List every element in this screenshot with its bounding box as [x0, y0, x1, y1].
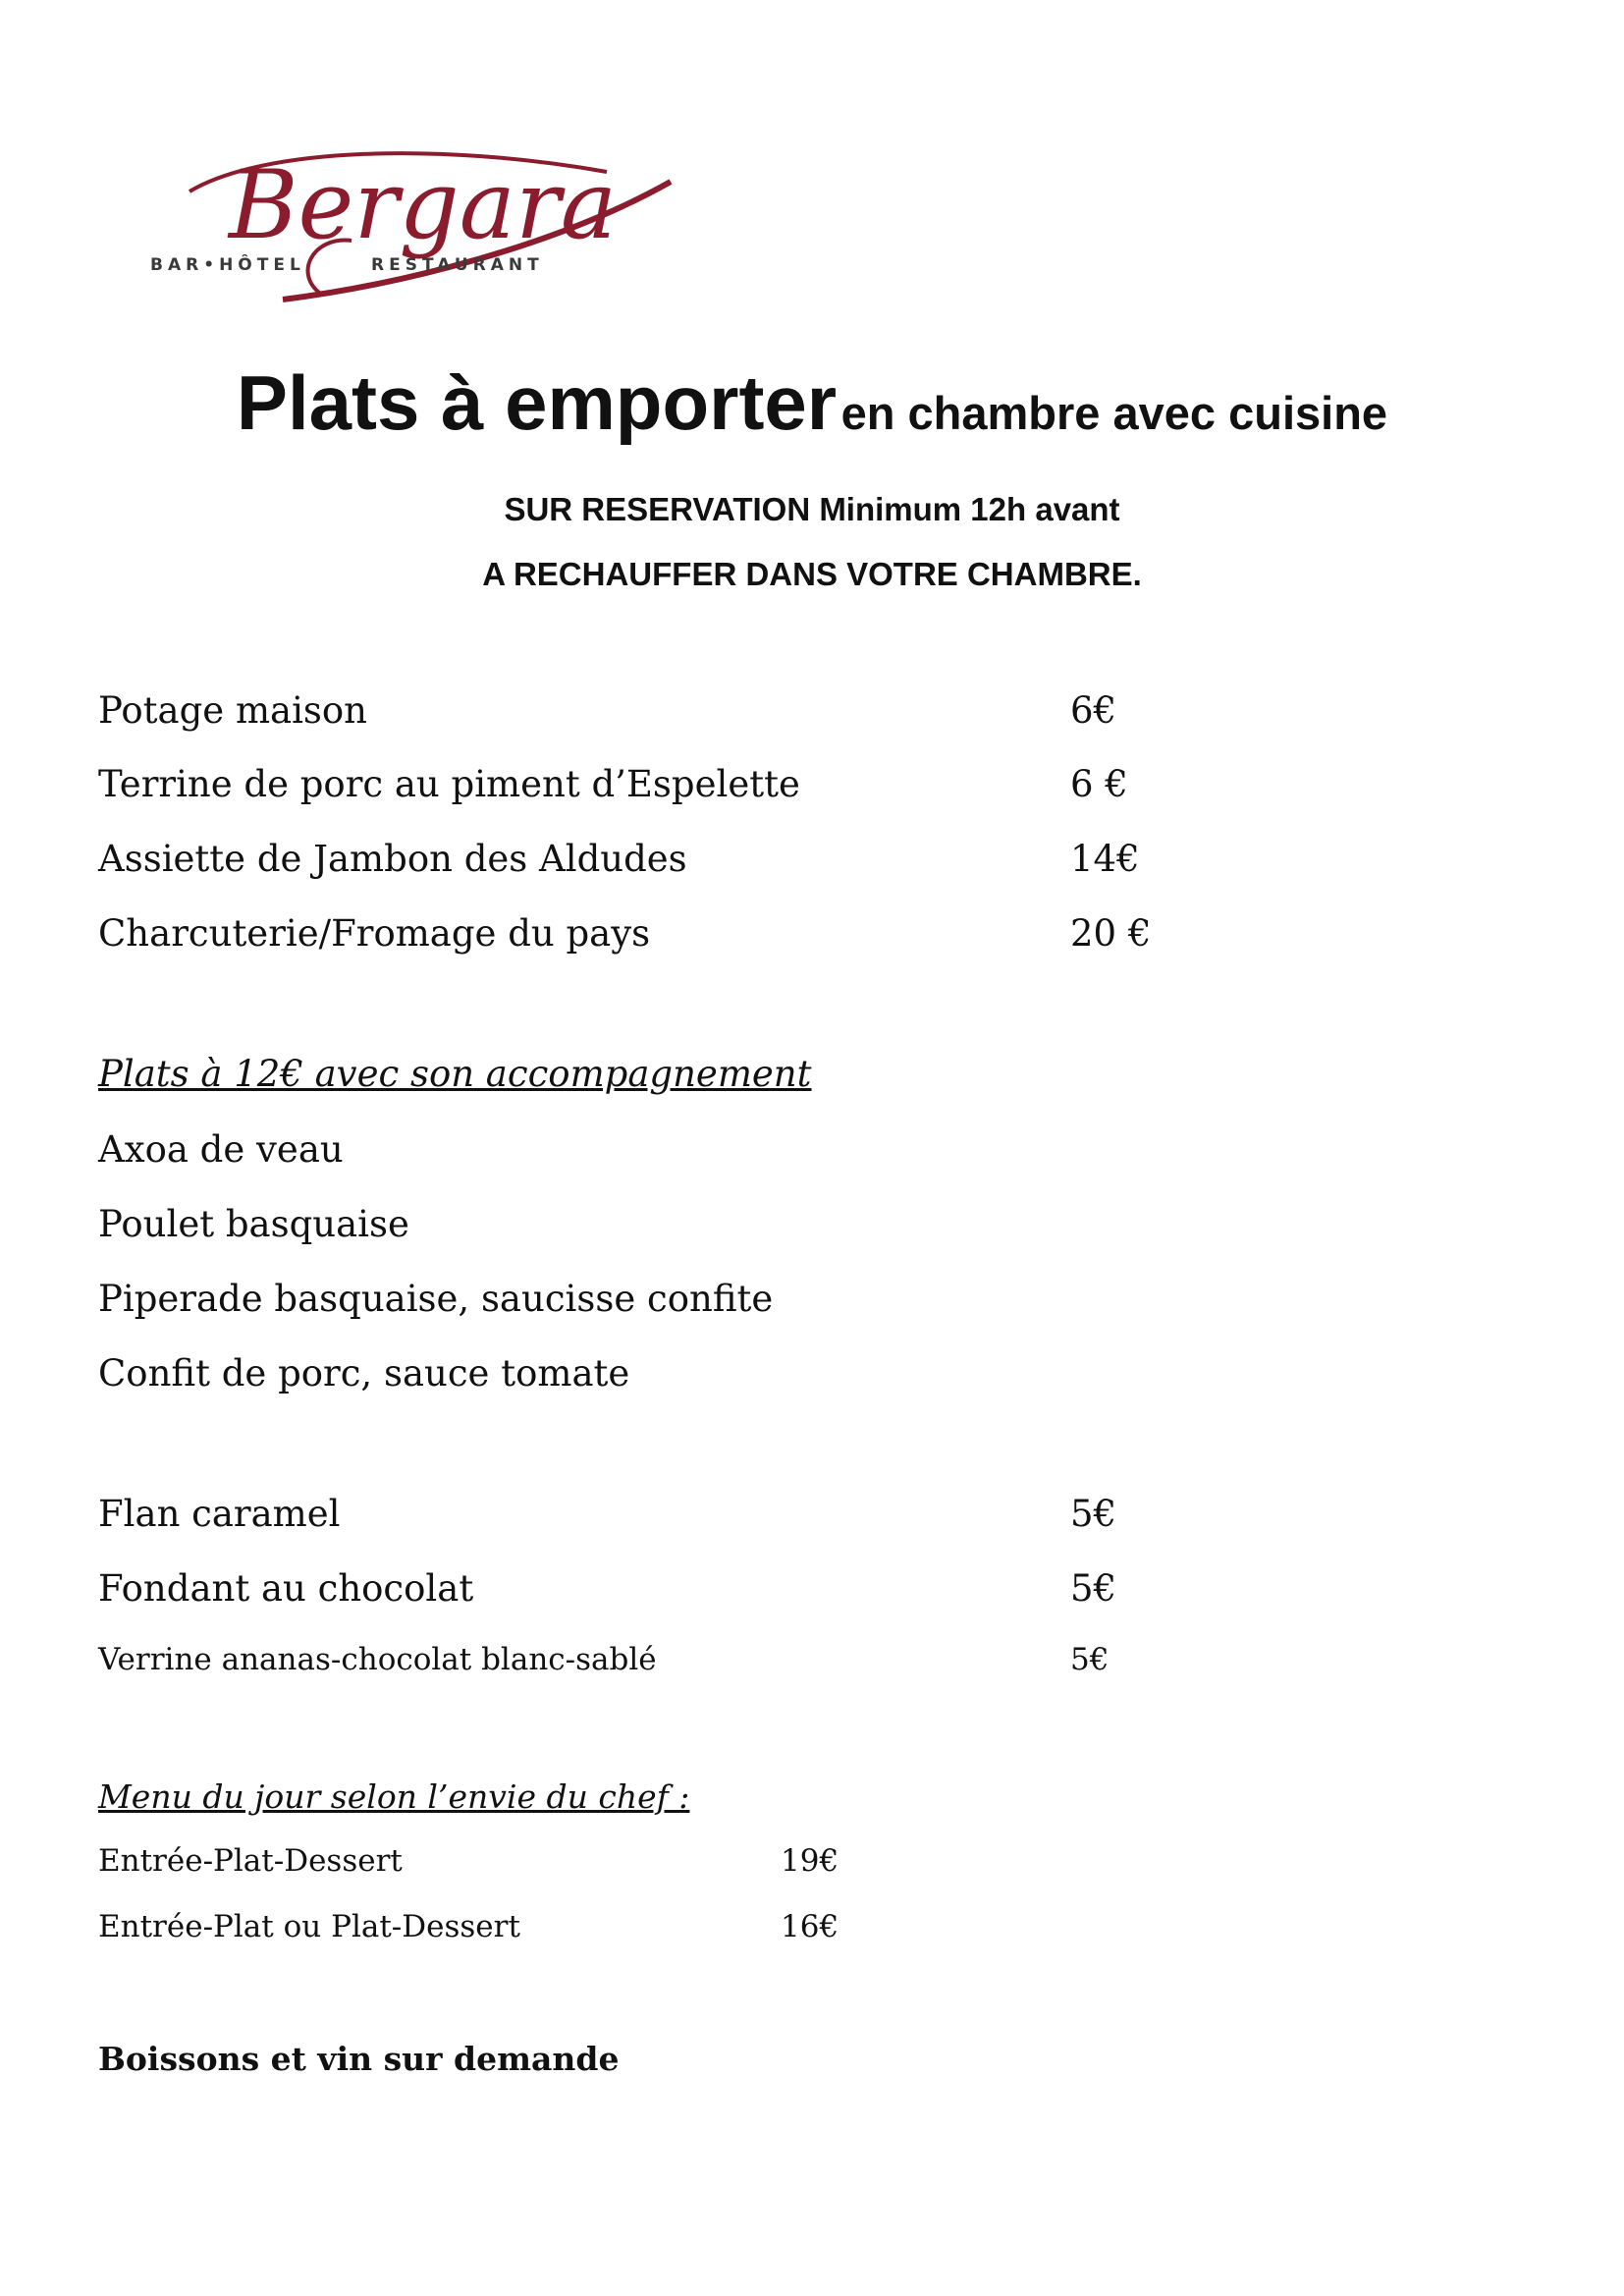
menu-item-price: 20 € — [1070, 912, 1152, 955]
main-dish: Confit de porc, sauce tomate — [98, 1352, 630, 1394]
title-main: Plats à emporter — [236, 359, 838, 446]
menu-du-jour-price: 19€ — [781, 1843, 839, 1879]
mains-heading: Plats à 12€ avec son accompagnement — [98, 1053, 812, 1095]
dessert-price: 5€ — [1070, 1642, 1110, 1677]
menu-du-jour-name: Entrée-Plat ou Plat-Dessert — [98, 1909, 520, 1944]
title-suffix: en chambre avec cuisine — [840, 387, 1388, 439]
dessert-name: Fondant au chocolat — [98, 1567, 474, 1610]
menu-item-price: 6 € — [1070, 763, 1128, 805]
menu-item-price: 14€ — [1070, 838, 1140, 880]
menu-item-name: Terrine de porc au piment d’Espelette — [98, 763, 800, 805]
bergara-logo-graphic — [145, 128, 695, 324]
reheat-note: A RECHAUFFER DANS VOTRE CHAMBRE. — [482, 556, 1142, 592]
dessert-price: 5€ — [1070, 1567, 1117, 1610]
menu-item-name: Potage maison — [98, 689, 368, 732]
logo-right-text: RESTAURANT — [371, 255, 544, 275]
menu-du-jour-price: 16€ — [781, 1909, 839, 1944]
logo-left-text: BAR•HÔTEL — [150, 255, 305, 275]
dessert-price: 5€ — [1070, 1493, 1117, 1535]
menu-item-price: 6€ — [1070, 689, 1117, 732]
menu-du-jour-heading: Menu du jour selon l’envie du chef : — [98, 1777, 690, 1816]
menu-item-name: Assiette de Jambon des Aldudes — [98, 838, 687, 880]
menu-du-jour-name: Entrée-Plat-Dessert — [98, 1843, 403, 1879]
main-dish: Piperade basquaise, saucisse confite — [98, 1278, 774, 1320]
page-title — [0, 358, 1624, 448]
reservation-note: SUR RESERVATION Minimum 12h avant — [504, 491, 1120, 527]
drinks-note: Boissons et vin sur demande — [98, 2040, 620, 2078]
main-dish: Poulet basquaise — [98, 1203, 409, 1245]
dessert-name: Verrine ananas-chocolat blanc-sablé — [98, 1642, 657, 1677]
main-dish: Axoa de veau — [98, 1128, 344, 1171]
menu-item-name: Charcuterie/Fromage du pays — [98, 912, 651, 955]
bergara-logo — [145, 128, 695, 324]
logo-wordmark: Bergara — [229, 150, 618, 260]
dessert-name: Flan caramel — [98, 1493, 341, 1535]
